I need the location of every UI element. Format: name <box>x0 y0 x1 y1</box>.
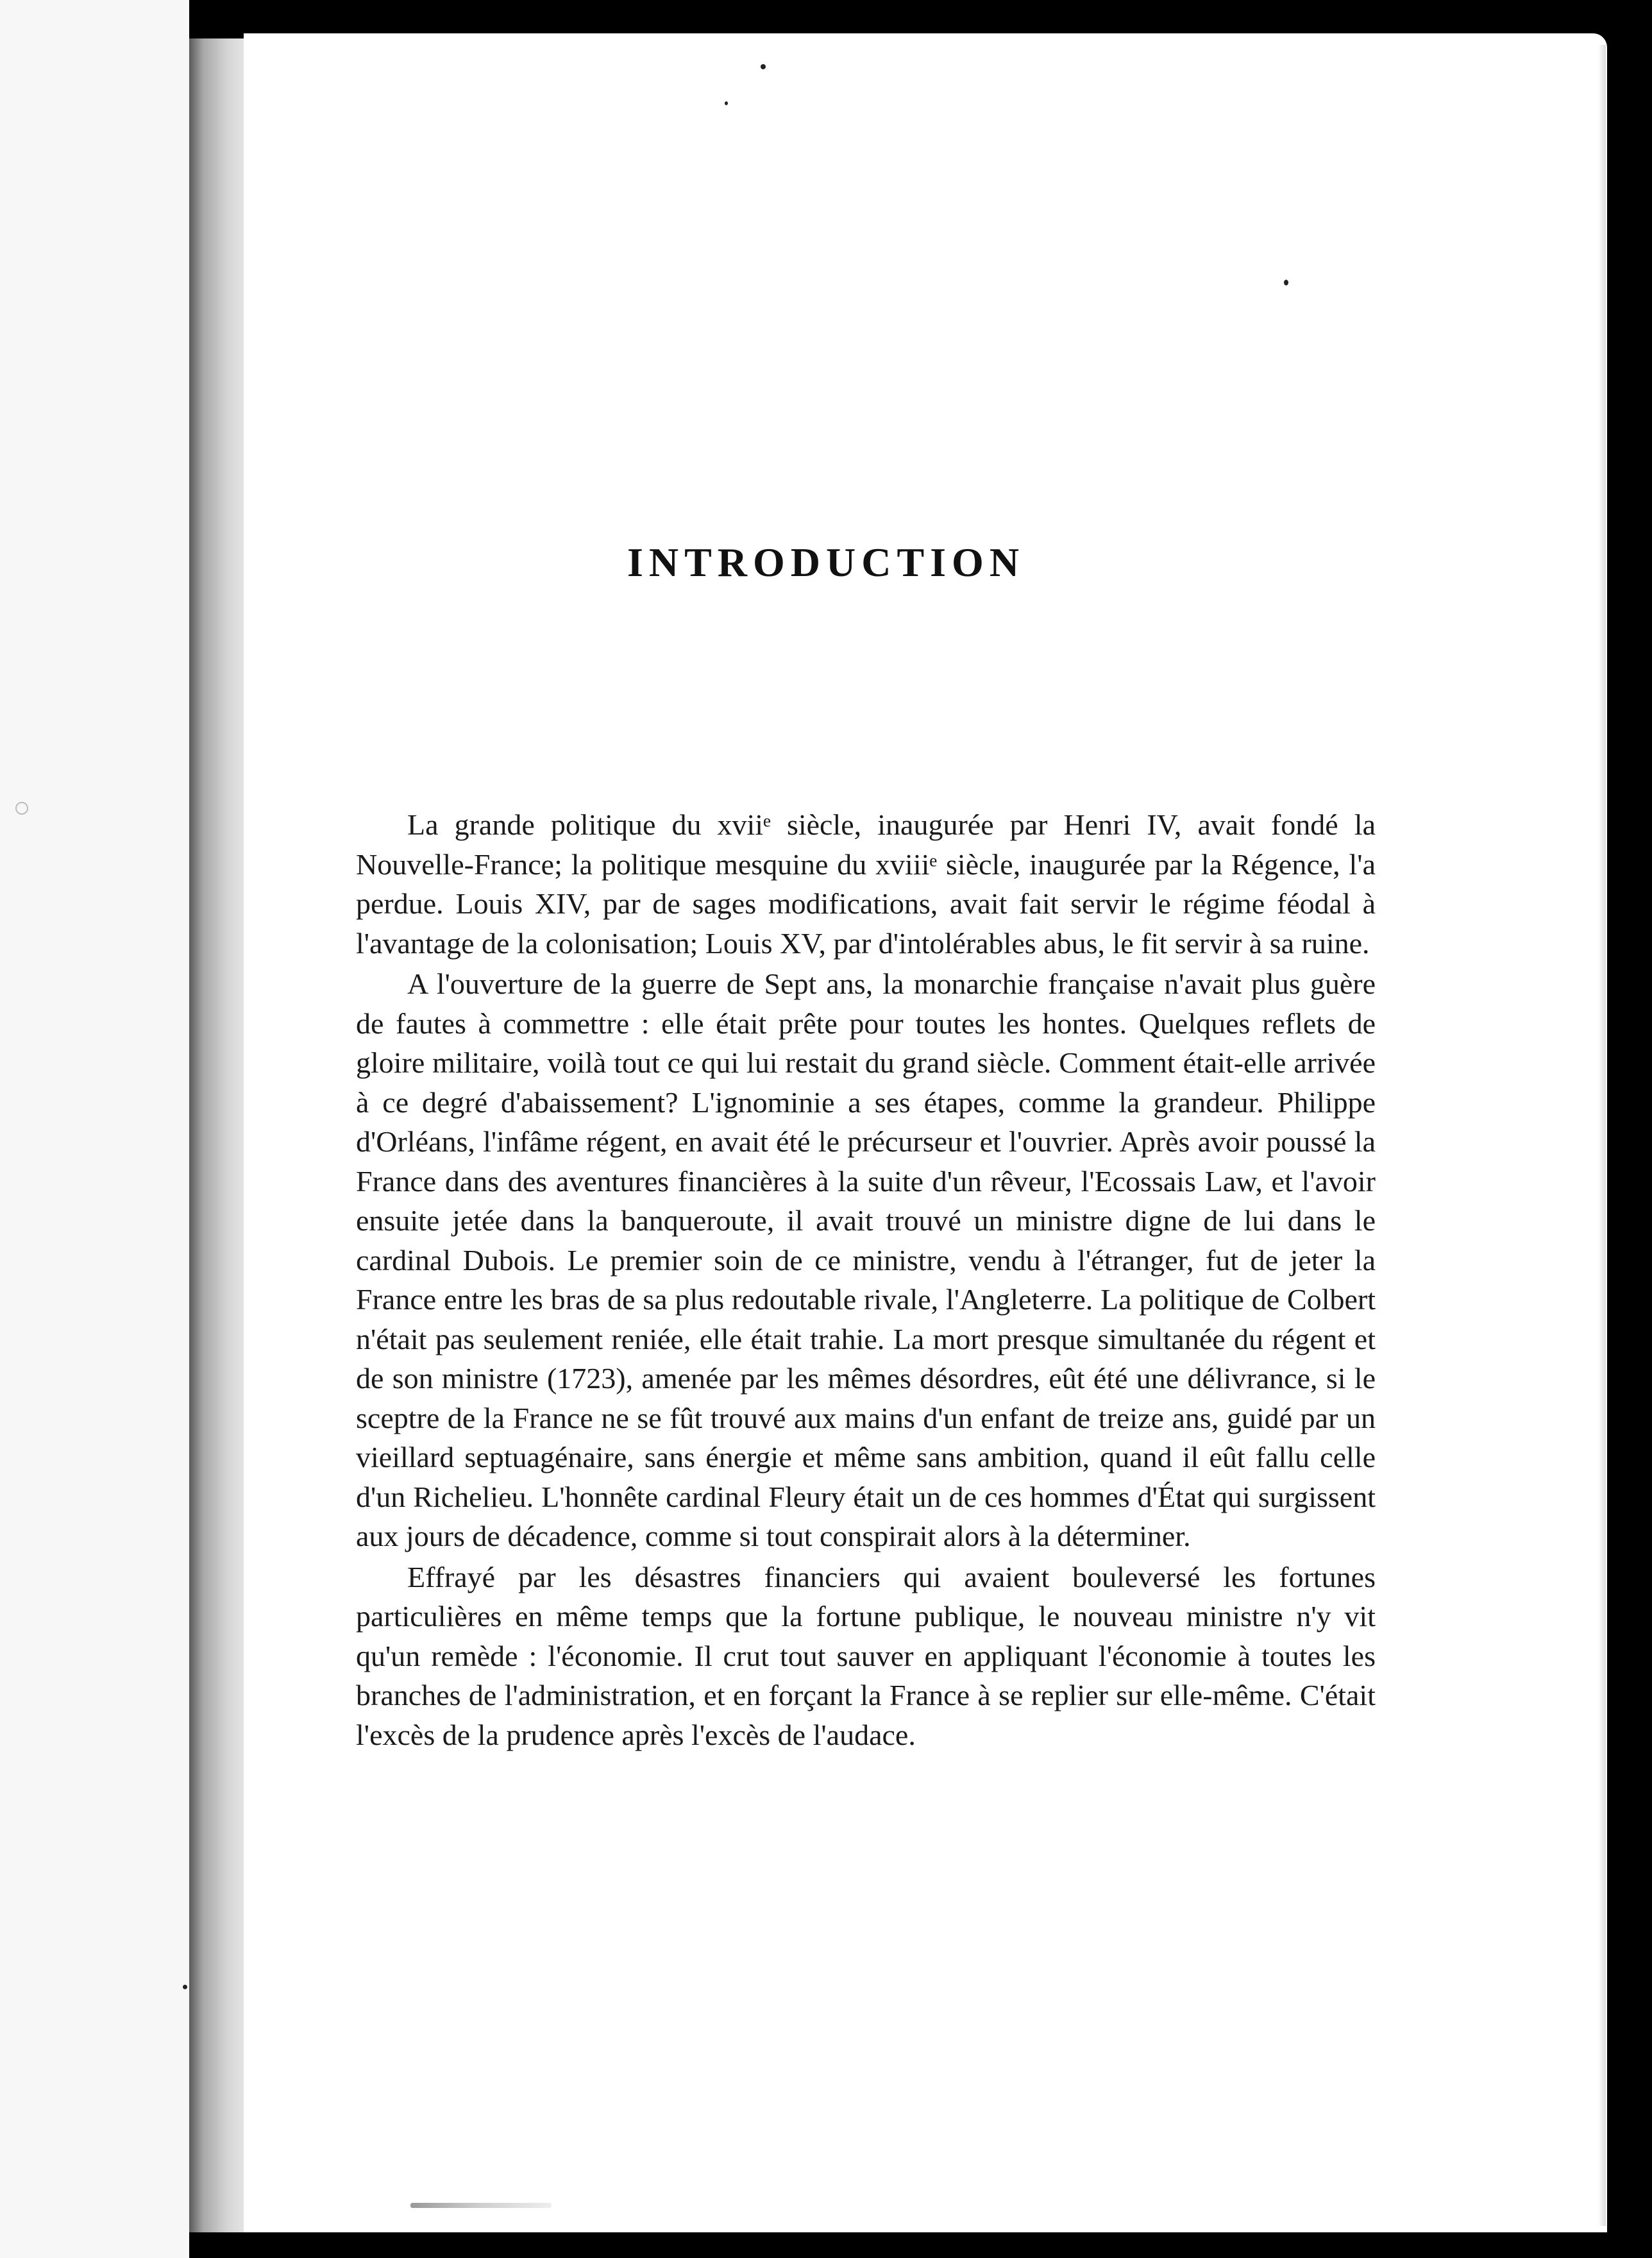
paragraph: La grande politique du xviiᵉ siècle, inaugurée par Henri IV, avait fondé la Nouvelle-France; la politique mesquine du xviiiᵉ siècle, inaugurée par la Régence, l'a perdue. Louis XIV, par de sages modifications, avait fait servir le régime féodal à l'avantage de la colonisation; Louis XV, par d'intolérables abus, le fit servir à sa ruine. <box>356 808 1376 960</box>
dust-speck <box>183 1985 187 1989</box>
dust-speck <box>725 101 728 105</box>
page-edge-shading <box>1598 45 1606 2226</box>
dust-speck <box>1284 280 1288 285</box>
paragraph: A l'ouverture de la guerre de Sept ans, la monarchie française n'avait plus guère de fautes à commettre : elle était prête pour toutes les hontes. Quelques reflets de gloire militaire, voilà tout ce qui lui restait du grand siècle. Comment était-elle arrivée à ce degré d'abaissement? L'ignominie a ses étapes, comme la grandeur. Philippe d'Orléans, l'infâme régent, en avait été le précurseur et l'ouvrier. Après avoir poussé la France dans des aventures financières à la suite d'un rêveur, l'Ecossais Law, et l'avoir ensuite jetée dans la banqueroute, il avait trouvé un ministre digne de lui dans le cardinal Dubois. Le premier soin de ce ministre, vendu à l'étranger, fut de jeter la France entre les bras de sa plus redoutable rivale, l'Angleterre. La politique de Colbert n'était pas seulement reniée, elle était trahie. La mort presque simultanée du régent et de son ministre (1723), amenée par les mêmes désordres, eût été une délivrance, si le sceptre de la France ne se fût trouvé aux mains d'un enfant de treize ans, guidé par un vieillard septuagénaire, sans énergie et même sans ambition, quand il eût fallu celle d'un Richelieu. L'honnête cardinal Fleury était un de ces hommes d'État qui surgissent aux jours de décadence, comme si tout conspirait alors à la déterminer. <box>356 967 1376 1552</box>
chapter-title: INTRODUCTION <box>627 539 1025 585</box>
paragraph: Effrayé par les désastres financiers qui avaient bouleversé les fortunes particulières en même temps que la fortune publique, le nouveau ministre n'y vit qu'un remède : l'économie. Il crut tout sauver en appliquant l'économie à toutes les branches de l'administration, et en forçant la France à se replier sur elle-même. C'était l'excès de la prudence après l'excès de l'audace. <box>356 1560 1376 1751</box>
page-stain <box>410 2203 552 2208</box>
facing-page-edge <box>0 0 189 2258</box>
body-text <box>356 805 1376 1756</box>
binding-hole <box>15 802 28 815</box>
dust-speck <box>761 64 766 69</box>
